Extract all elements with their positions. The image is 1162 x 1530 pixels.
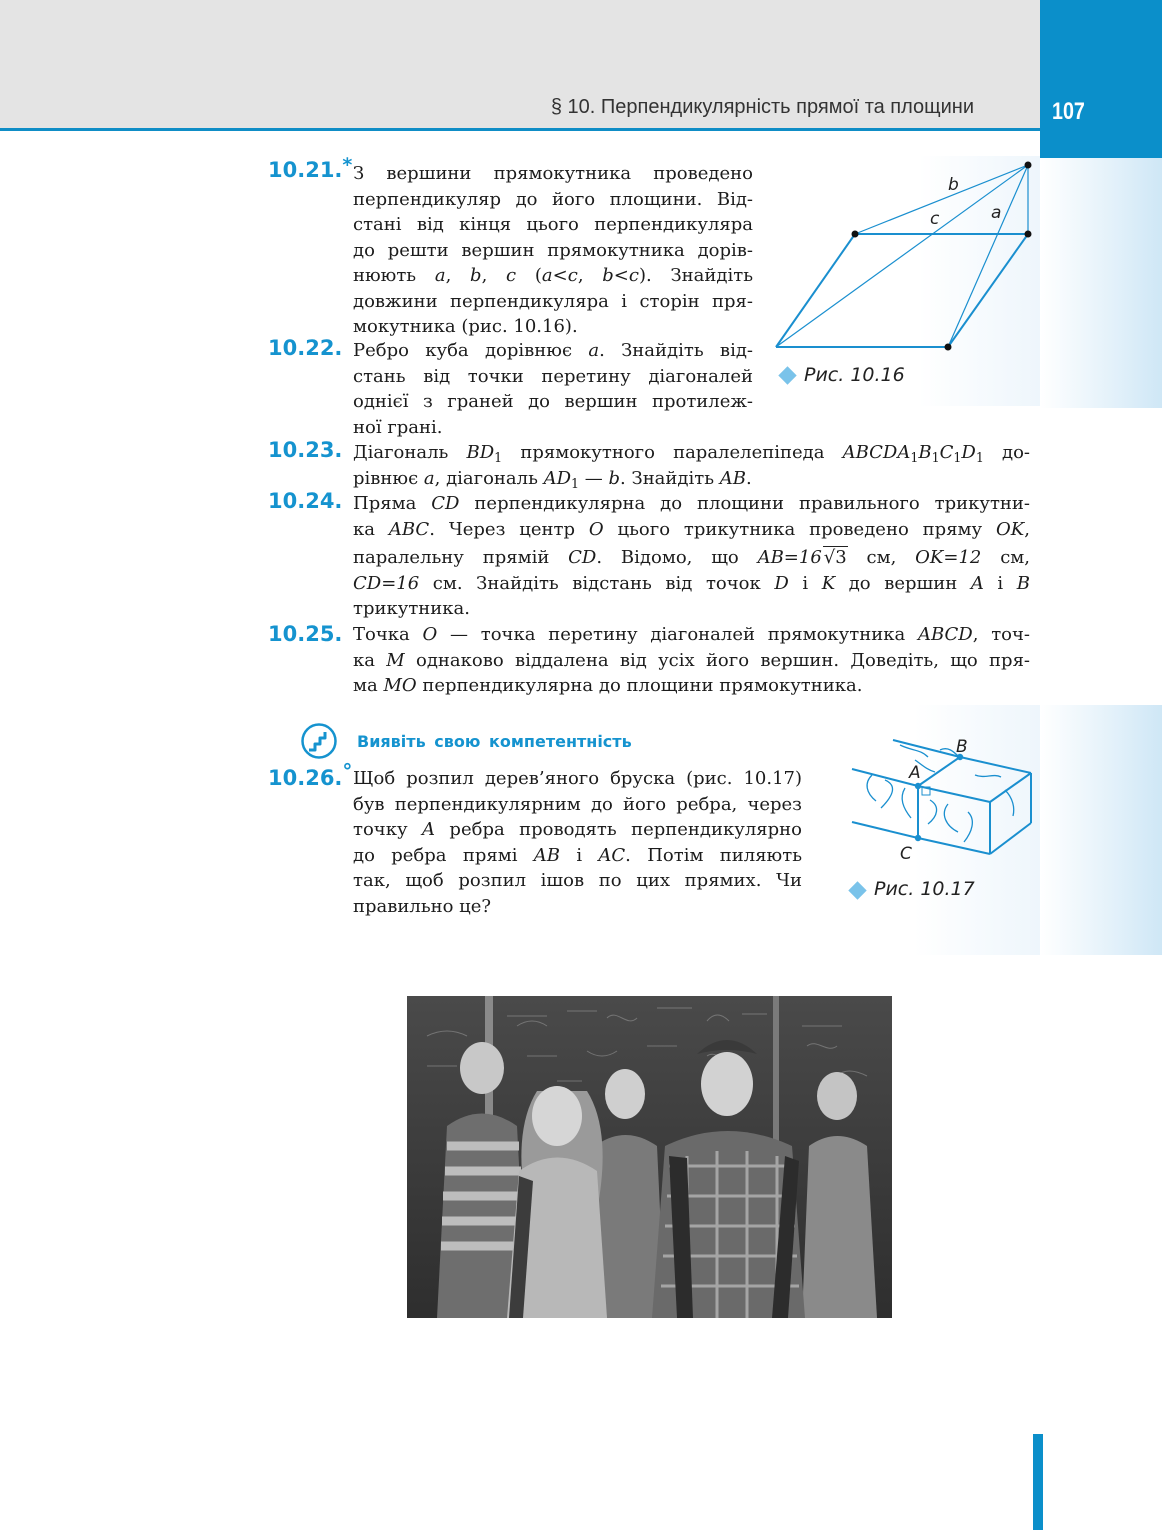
side-gradient <box>1040 158 1162 408</box>
figure-10-16 <box>770 156 1040 356</box>
label-B: B <box>956 737 968 757</box>
students-photo <box>407 996 892 1318</box>
page-edge-marker <box>1033 1434 1043 1530</box>
label-c: c <box>930 209 940 229</box>
figure-caption: Рис. 10.17 <box>874 878 975 900</box>
competence-heading: Виявіть свою компетентність <box>357 732 632 751</box>
figure-10-17 <box>845 730 1040 865</box>
problem-text-10-23: Діагональ $BD_1$ прямокутного паралелепіпеда $ABCDA_1B_1C_1D_1$ до- рівнює a, діагональ $AD_1$ — b. Знайдіть AB. <box>353 442 1030 491</box>
running-header: § 10. Перпендикулярність прямої та площини <box>550 96 974 118</box>
problem-number: 10.23. <box>268 438 343 462</box>
figure-caption: Рис. 10.16 <box>804 364 905 386</box>
page-number: 107 <box>1052 98 1085 125</box>
difficulty-mark: ° <box>342 759 353 783</box>
problem-text-10-22: Ребро куба дорівнює a. Знайдіть від- стань від точки перетину діагоналей однієї з граней до вершин протилеж- ної грані. <box>353 340 753 438</box>
problem-number: 10.21.* <box>268 154 353 182</box>
difficulty-mark: * <box>342 154 353 176</box>
label-C: C <box>900 844 912 864</box>
header-rule <box>0 128 1040 131</box>
problem-number: 10.26.° <box>268 759 353 790</box>
problem-text-10-21: З вершини прямокутника проведено перпендикуляр до його площини. Від- стані від кінця цього перпендикуляра до решти вершин прямокутника дорів- нюють a, b, c (a<c, b<c). Знайдіть довжини перпендикуляра і сторін пря- мокутника (рис. 10.16). <box>353 163 753 337</box>
label-b: b <box>948 175 959 195</box>
problem-text-10-25: Точка O — точка перетину діагоналей прямокутника ABCD, точ- ка M однаково віддалена від усіх його вершин. Доведіть, що пря- ма MO перпендикулярна до площини прямокутника. <box>353 624 1031 696</box>
label-a: a <box>991 203 1002 223</box>
label-A: A <box>909 763 921 783</box>
problem-number: 10.25. <box>268 622 343 646</box>
side-gradient <box>1040 705 1162 955</box>
page-number-tab <box>1040 0 1162 158</box>
problem-text-10-26: Щоб розпил дерев’яного бруска (рис. 10.17) був перпендикулярним до його ребра, через точку A ребра проводять перпендикулярно до ребра прямі AB і AC. Потім пиляють так, щоб розпил ішов по цих прямих. Чи правильно це? <box>353 768 802 917</box>
problem-number: 10.22. <box>268 336 343 360</box>
stairs-icon <box>300 722 338 760</box>
problem-number: 10.24. <box>268 489 343 513</box>
problem-text-10-24: Пряма CD перпендикулярна до площини правильного трикутни- ка ABC. Через центр O цього трикутника проведено пряму OK, паралельну прямій CD. Відомо, що AB=16 √3 см, OK=12 см, CD=16 см. Знайдіть відстань від точок D і K до вершин A і B трикутника. <box>353 493 1031 619</box>
